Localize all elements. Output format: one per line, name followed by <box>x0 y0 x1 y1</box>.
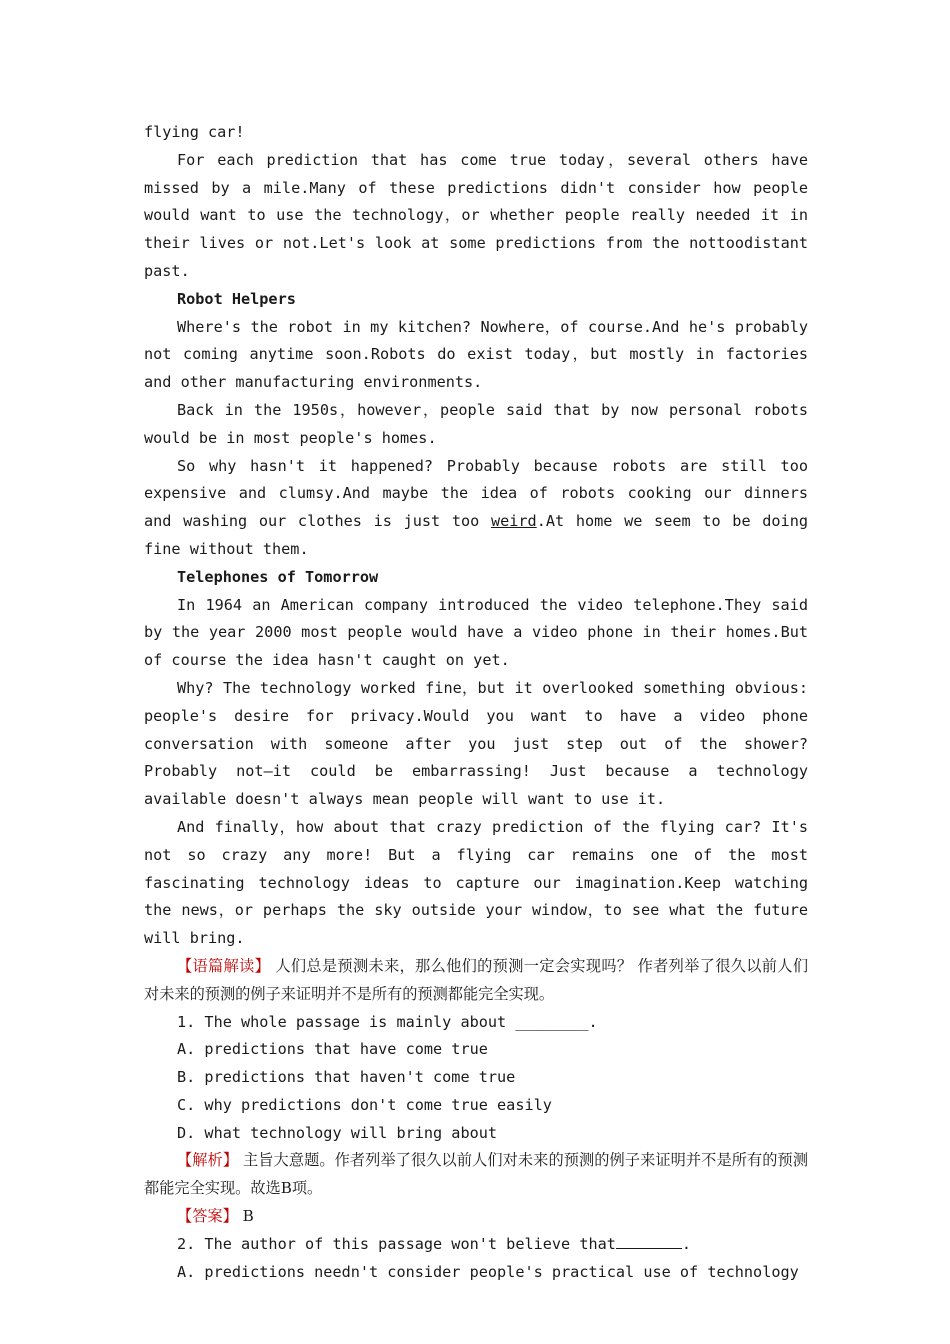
document-page <box>144 119 808 1286</box>
question-1-option-a: A. predictions that have come true <box>177 1040 488 1059</box>
passage-paragraph-6: Why? The technology worked fine，but it overlooked something obvious: people's desire for privacy.Would you want to have a video phone conversation with someone after you just step out of the shower? Probably not—it could be embarrassing! Just because a technology available doesn't always mean people will want to use it. <box>144 678 808 809</box>
explanation-tag: 【解析】 <box>177 1151 239 1170</box>
passage-paragraph-2: Where's the robot in my kitchen? Nowhere，of course.And he's probably not coming anytime soon.Robots do exist today，but mostly in factories and other manufacturing environments. <box>144 317 808 392</box>
question-2-stem-end: . <box>681 1234 692 1253</box>
question-1-option-d: D. what technology will bring about <box>177 1123 498 1142</box>
analysis-tag: 【语篇解读】 <box>177 956 271 975</box>
question-2-option-a: A. predictions needn't consider people's practical use of technology <box>177 1262 799 1281</box>
answer-blank <box>616 1234 682 1249</box>
analysis-text: 人们总是预测未来，那么他们的预测一定会实现吗？ 作者列举了很久以前人们对未来的预测的例子来证明并不是所有的预测都能完全实现。 <box>144 956 809 1003</box>
passage-fragment: flying car! <box>144 123 245 141</box>
passage-paragraph-4 <box>144 453 808 564</box>
answer-text: B <box>237 1207 254 1226</box>
paragraph-4-text-a: So why hasn't it happened? Probably because robots are still too expensive and clumsy.And maybe the idea of robots cooking our dinners and washing our clothes is just too <box>144 456 808 531</box>
question-1-option-c: C. why predictions don't come true easily <box>177 1095 552 1114</box>
question-1-option-b: B. predictions that haven't come true <box>177 1068 516 1087</box>
passage-paragraph-3: Back in the 1950s，however，people said that by now personal robots would be in most people's homes. <box>144 400 808 447</box>
question-1-stem: 1. The whole passage is mainly about ________. <box>177 1012 598 1031</box>
answer-tag: 【答案】 <box>177 1207 238 1226</box>
explanation-text: 主旨大意题。作者列举了很久以前人们对未来的预测的例子来证明并不是所有的预测都能完全实现。故选B项。 <box>144 1151 809 1198</box>
underlined-word: weird <box>490 512 537 531</box>
question-2-stem <box>144 1231 808 1259</box>
question-1-explanation <box>144 1147 808 1203</box>
question-1-answer <box>144 1203 808 1231</box>
passage-paragraph-5: In 1964 an American company introduced the video telephone.They said by the year 2000 most people would have a video phone in their homes.But of course the idea hasn't caught on yet. <box>144 595 808 670</box>
passage-paragraph-7: And finally，how about that crazy prediction of the flying car? It's not so crazy any more! But a flying car remains one of the most fascinating technology ideas to capture our imagination.Keep watching the news，or perhaps the sky outside your window，to see what the future will bring. <box>144 817 808 948</box>
passage-paragraph-1: For each prediction that has come true today，several others have missed by a mile.Many of these predictions didn't consider how people would want to use the technology，or whether people really needed it in their lives or not.Let's look at some predictions from the nottoodistant past. <box>144 150 808 280</box>
paragraph-4-text-b: .At home we seem to be doing fine without them. <box>144 512 808 558</box>
question-2-stem-text: 2. The author of this passage won't believe that <box>177 1234 616 1253</box>
section-heading-telephones: Telephones of Tomorrow <box>177 567 379 586</box>
discourse-analysis <box>144 953 808 1009</box>
section-heading-robot-helpers: Robot Helpers <box>177 289 296 308</box>
